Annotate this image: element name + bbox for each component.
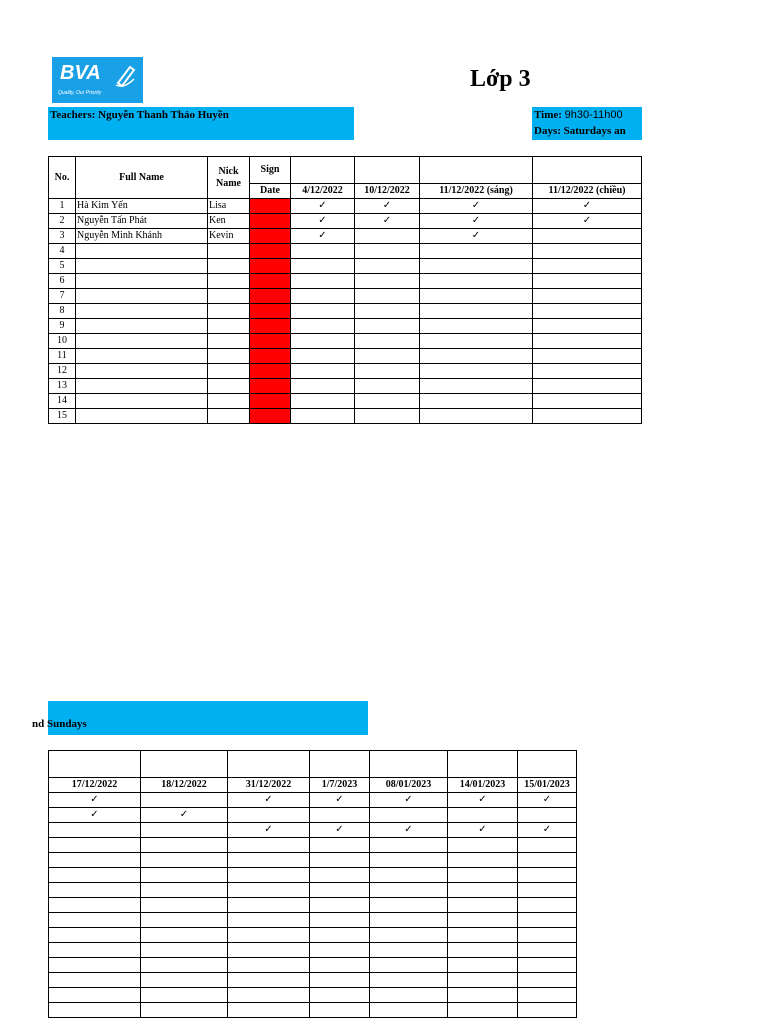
attendance-cell[interactable]: ✓ — [355, 214, 420, 229]
sign-cell[interactable] — [250, 334, 291, 349]
attendance-cell[interactable] — [141, 898, 228, 913]
student-name-cell[interactable] — [76, 379, 208, 394]
student-name-cell[interactable]: Nguyễn Tấn Phát — [76, 214, 208, 229]
header-blank — [49, 751, 141, 778]
row-number: 10 — [49, 334, 76, 349]
row-number: 8 — [49, 304, 76, 319]
header-blank — [518, 751, 577, 778]
attendance-cell[interactable] — [228, 868, 310, 883]
attendance-cell[interactable] — [291, 274, 355, 289]
header-full-name: Full Name — [76, 157, 208, 199]
attendance-cell[interactable]: ✓ — [310, 823, 370, 838]
row-number: 1 — [49, 199, 76, 214]
attendance-cell[interactable]: ✓ — [370, 823, 448, 838]
student-name-cell[interactable] — [76, 334, 208, 349]
attendance-cell[interactable] — [49, 973, 141, 988]
attendance-cell[interactable] — [420, 364, 533, 379]
sign-cell[interactable] — [250, 379, 291, 394]
attendance-table — [48, 156, 642, 424]
table-row — [49, 289, 642, 304]
attendance-cell[interactable]: ✓ — [448, 823, 518, 838]
attendance-cell[interactable] — [420, 409, 533, 424]
attendance-cell[interactable] — [291, 319, 355, 334]
table-row — [49, 853, 577, 868]
row-number: 9 — [49, 319, 76, 334]
student-name-cell[interactable] — [76, 304, 208, 319]
nick-name-cell[interactable] — [208, 319, 250, 334]
sign-cell[interactable] — [250, 289, 291, 304]
attendance-cell[interactable] — [228, 898, 310, 913]
table-row — [49, 274, 642, 289]
pencil-icon — [114, 63, 136, 87]
table-row — [49, 883, 577, 898]
attendance-cell[interactable] — [355, 409, 420, 424]
attendance-cell[interactable] — [448, 958, 518, 973]
table-row — [49, 958, 577, 973]
table-row — [49, 928, 577, 943]
student-name-cell[interactable] — [76, 349, 208, 364]
attendance-cell[interactable] — [370, 928, 448, 943]
attendance-cell[interactable] — [355, 319, 420, 334]
attendance-cell[interactable] — [370, 913, 448, 928]
attendance-cell[interactable] — [448, 808, 518, 823]
attendance-cell[interactable] — [518, 988, 577, 1003]
attendance-cell[interactable]: ✓ — [420, 214, 533, 229]
attendance-cell[interactable] — [310, 958, 370, 973]
row-number: 11 — [49, 349, 76, 364]
nick-name-cell[interactable] — [208, 334, 250, 349]
attendance-cell[interactable] — [355, 364, 420, 379]
header-blank — [291, 157, 355, 184]
attendance-cell[interactable] — [141, 1003, 228, 1018]
attendance-cell[interactable] — [310, 928, 370, 943]
table-row — [49, 913, 577, 928]
attendance-cell[interactable] — [228, 928, 310, 943]
row-number: 12 — [49, 364, 76, 379]
attendance-cell[interactable] — [310, 808, 370, 823]
table-row — [49, 808, 577, 823]
attendance-cell[interactable] — [448, 1003, 518, 1018]
attendance-cell[interactable]: ✓ — [420, 229, 533, 244]
header-no: No. — [49, 157, 76, 199]
row-number: 14 — [49, 394, 76, 409]
nick-name-cell[interactable] — [208, 364, 250, 379]
attendance-cell[interactable] — [370, 838, 448, 853]
attendance-cell[interactable] — [448, 988, 518, 1003]
nick-name-cell[interactable] — [208, 394, 250, 409]
attendance-cell[interactable] — [228, 913, 310, 928]
attendance-cell[interactable] — [420, 244, 533, 259]
attendance-cell[interactable] — [141, 868, 228, 883]
nick-name-cell[interactable] — [208, 289, 250, 304]
attendance-cell[interactable] — [370, 1003, 448, 1018]
attendance-cell[interactable]: ✓ — [355, 199, 420, 214]
student-name-cell[interactable]: Hà Kim Yến — [76, 199, 208, 214]
table-row — [49, 988, 577, 1003]
attendance-cell[interactable] — [370, 973, 448, 988]
attendance-cell[interactable] — [310, 883, 370, 898]
attendance-cell[interactable] — [448, 853, 518, 868]
attendance-cell[interactable] — [533, 289, 642, 304]
sign-cell[interactable] — [250, 319, 291, 334]
attendance-cell[interactable] — [310, 838, 370, 853]
header-blank — [141, 751, 228, 778]
sign-cell[interactable] — [250, 409, 291, 424]
attendance-cell[interactable] — [291, 409, 355, 424]
attendance-cell[interactable] — [228, 853, 310, 868]
student-name-cell[interactable] — [76, 289, 208, 304]
student-name-cell[interactable] — [76, 274, 208, 289]
attendance-cell[interactable] — [448, 883, 518, 898]
attendance-cell[interactable] — [533, 319, 642, 334]
attendance-cell[interactable] — [518, 1003, 577, 1018]
student-name-cell[interactable] — [76, 394, 208, 409]
attendance-cell[interactable]: ✓ — [228, 793, 310, 808]
row-number: 15 — [49, 409, 76, 424]
nick-name-cell[interactable] — [208, 274, 250, 289]
table-row — [49, 868, 577, 883]
attendance-cell[interactable] — [448, 943, 518, 958]
attendance-cell[interactable] — [310, 853, 370, 868]
attendance-cell[interactable] — [141, 943, 228, 958]
attendance-cell[interactable] — [370, 883, 448, 898]
row-number: 5 — [49, 259, 76, 274]
attendance-cell[interactable] — [533, 349, 642, 364]
schedule-banner-continued — [32, 701, 368, 735]
attendance-cell[interactable] — [420, 274, 533, 289]
row-number: 13 — [49, 379, 76, 394]
attendance-cell[interactable] — [533, 409, 642, 424]
nick-name-cell[interactable] — [208, 244, 250, 259]
sign-cell[interactable] — [250, 214, 291, 229]
attendance-cell[interactable] — [310, 943, 370, 958]
schedule-banner — [532, 107, 642, 140]
table-row — [49, 304, 642, 319]
attendance-cell[interactable] — [291, 304, 355, 319]
attendance-cell[interactable] — [448, 973, 518, 988]
sign-cell[interactable] — [250, 364, 291, 379]
header-sign: Sign — [250, 157, 291, 184]
header-blank — [448, 751, 518, 778]
attendance-cell[interactable] — [228, 808, 310, 823]
student-name-cell[interactable]: Nguyễn Minh Khánh — [76, 229, 208, 244]
attendance-cell[interactable]: ✓ — [49, 793, 141, 808]
table-row — [49, 364, 642, 379]
attendance-cell[interactable] — [141, 928, 228, 943]
nick-name-cell[interactable] — [208, 349, 250, 364]
attendance-cell[interactable]: ✓ — [310, 793, 370, 808]
attendance-cell[interactable] — [370, 868, 448, 883]
attendance-cell[interactable] — [49, 838, 141, 853]
attendance-cell[interactable] — [518, 883, 577, 898]
sign-cell[interactable] — [250, 199, 291, 214]
attendance-cell[interactable] — [141, 853, 228, 868]
nick-name-cell[interactable] — [208, 304, 250, 319]
attendance-cell[interactable] — [291, 334, 355, 349]
attendance-cell[interactable] — [291, 364, 355, 379]
row-number: 7 — [49, 289, 76, 304]
table-row — [49, 973, 577, 988]
sign-cell[interactable] — [250, 244, 291, 259]
attendance-cell[interactable] — [533, 259, 642, 274]
date-column-header: 4/12/2022 — [291, 184, 355, 199]
table-row — [49, 409, 642, 424]
attendance-cell[interactable] — [141, 883, 228, 898]
attendance-cell[interactable] — [141, 958, 228, 973]
table-row — [49, 259, 642, 274]
attendance-cell[interactable] — [49, 853, 141, 868]
header-blank — [228, 751, 310, 778]
table-row — [49, 1003, 577, 1018]
attendance-cell[interactable] — [420, 334, 533, 349]
date-column-header: 31/12/2022 — [228, 778, 310, 793]
logo-text: BVA — [60, 62, 101, 84]
row-number: 2 — [49, 214, 76, 229]
attendance-cell[interactable] — [291, 244, 355, 259]
nick-name-cell[interactable] — [208, 379, 250, 394]
attendance-cell[interactable] — [533, 274, 642, 289]
sign-cell[interactable] — [250, 259, 291, 274]
student-name-cell[interactable] — [76, 364, 208, 379]
table-row — [49, 349, 642, 364]
attendance-cell[interactable] — [310, 868, 370, 883]
attendance-cell[interactable]: ✓ — [49, 808, 141, 823]
logo-tagline: Quality, Our Priority — [58, 90, 102, 96]
attendance-cell[interactable] — [355, 334, 420, 349]
attendance-cell[interactable]: ✓ — [533, 199, 642, 214]
attendance-cell[interactable] — [370, 943, 448, 958]
attendance-cell[interactable] — [228, 838, 310, 853]
header-date: Date — [250, 184, 291, 199]
attendance-cell[interactable] — [141, 988, 228, 1003]
header-blank — [370, 751, 448, 778]
attendance-cell[interactable]: ✓ — [228, 823, 310, 838]
attendance-cell[interactable] — [420, 304, 533, 319]
days-label-continued: nd Sundays — [32, 718, 87, 730]
attendance-cell[interactable] — [141, 838, 228, 853]
nick-name-cell[interactable]: Lisa — [208, 199, 250, 214]
attendance-cell[interactable] — [355, 394, 420, 409]
attendance-cell[interactable]: ✓ — [533, 214, 642, 229]
attendance-cell[interactable] — [518, 928, 577, 943]
header-blank — [420, 157, 533, 184]
attendance-cell[interactable] — [533, 394, 642, 409]
attendance-cell[interactable] — [518, 973, 577, 988]
date-column-header: 14/01/2023 — [448, 778, 518, 793]
attendance-cell[interactable] — [310, 973, 370, 988]
attendance-cell[interactable]: ✓ — [141, 808, 228, 823]
attendance-cell[interactable] — [518, 838, 577, 853]
table-row — [49, 823, 577, 838]
attendance-cell[interactable] — [420, 379, 533, 394]
attendance-cell[interactable]: ✓ — [518, 793, 577, 808]
attendance-cell[interactable] — [49, 913, 141, 928]
attendance-cell[interactable] — [310, 898, 370, 913]
attendance-cell[interactable] — [533, 304, 642, 319]
attendance-cell[interactable] — [141, 973, 228, 988]
student-name-cell[interactable] — [76, 244, 208, 259]
attendance-cell[interactable] — [448, 913, 518, 928]
attendance-cell[interactable] — [533, 364, 642, 379]
attendance-cell[interactable] — [370, 898, 448, 913]
attendance-cell[interactable] — [420, 289, 533, 304]
days-label: Days: Saturdays an — [534, 125, 626, 137]
table-row — [49, 229, 642, 244]
nick-name-cell[interactable]: Ken — [208, 214, 250, 229]
attendance-cell[interactable] — [355, 304, 420, 319]
attendance-cell[interactable] — [533, 334, 642, 349]
table-row — [49, 244, 642, 259]
attendance-cell[interactable] — [49, 988, 141, 1003]
attendance-cell[interactable] — [518, 898, 577, 913]
table-row — [49, 394, 642, 409]
attendance-cell[interactable] — [291, 379, 355, 394]
attendance-cell[interactable] — [141, 823, 228, 838]
attendance-cell[interactable] — [228, 973, 310, 988]
sign-cell[interactable] — [250, 229, 291, 244]
time-value: 9h30-11h00 — [564, 109, 623, 121]
table-row — [49, 214, 642, 229]
attendance-cell[interactable] — [49, 868, 141, 883]
attendance-cell[interactable] — [533, 244, 642, 259]
nick-name-cell[interactable] — [208, 259, 250, 274]
attendance-cell[interactable] — [49, 943, 141, 958]
attendance-cell[interactable]: ✓ — [291, 214, 355, 229]
attendance-cell[interactable] — [355, 259, 420, 274]
attendance-cell[interactable] — [355, 379, 420, 394]
attendance-cell[interactable] — [370, 808, 448, 823]
date-column-header: 17/12/2022 — [49, 778, 141, 793]
header-blank — [533, 157, 642, 184]
attendance-cell[interactable] — [49, 1003, 141, 1018]
date-column-header: 1/7/2023 — [310, 778, 370, 793]
attendance-cell[interactable] — [420, 259, 533, 274]
date-column-header: 15/01/2023 — [518, 778, 577, 793]
date-column-header: 08/01/2023 — [370, 778, 448, 793]
table-row — [49, 379, 642, 394]
attendance-cell[interactable] — [448, 928, 518, 943]
attendance-cell[interactable] — [518, 943, 577, 958]
nick-name-cell[interactable] — [208, 409, 250, 424]
sign-cell[interactable] — [250, 304, 291, 319]
attendance-cell[interactable] — [291, 259, 355, 274]
attendance-cell[interactable] — [355, 349, 420, 364]
student-name-cell[interactable] — [76, 409, 208, 424]
attendance-cell[interactable] — [533, 229, 642, 244]
attendance-cell[interactable] — [49, 958, 141, 973]
attendance-cell[interactable] — [533, 379, 642, 394]
time-line — [534, 109, 623, 121]
attendance-cell[interactable] — [420, 319, 533, 334]
attendance-cell[interactable] — [141, 913, 228, 928]
attendance-cell[interactable] — [370, 853, 448, 868]
header-blank — [355, 157, 420, 184]
time-label: Time: — [534, 109, 562, 121]
attendance-cell[interactable]: ✓ — [420, 199, 533, 214]
date-column-header: 10/12/2022 — [355, 184, 420, 199]
attendance-cell[interactable] — [355, 289, 420, 304]
table-row — [49, 199, 642, 214]
attendance-cell[interactable] — [141, 793, 228, 808]
teachers-label: Teachers: Nguyễn Thanh Thảo Huyền — [50, 109, 229, 121]
attendance-cell[interactable] — [355, 229, 420, 244]
row-number: 3 — [49, 229, 76, 244]
date-column-header: 11/12/2022 (sáng) — [420, 184, 533, 199]
nick-name-cell[interactable]: Kevin — [208, 229, 250, 244]
attendance-cell[interactable] — [49, 883, 141, 898]
attendance-cell[interactable] — [49, 928, 141, 943]
attendance-cell[interactable]: ✓ — [518, 823, 577, 838]
attendance-cell[interactable] — [310, 988, 370, 1003]
attendance-cell[interactable] — [518, 808, 577, 823]
header-nick-name: Nick Name — [208, 157, 250, 199]
attendance-cell[interactable] — [448, 868, 518, 883]
attendance-cell[interactable] — [228, 883, 310, 898]
attendance-cell[interactable] — [49, 823, 141, 838]
attendance-cell[interactable] — [370, 988, 448, 1003]
table-row — [49, 838, 577, 853]
attendance-table-continued — [48, 750, 577, 1018]
attendance-cell[interactable] — [291, 289, 355, 304]
date-column-header: 18/12/2022 — [141, 778, 228, 793]
table-row — [49, 793, 577, 808]
attendance-cell[interactable]: ✓ — [291, 229, 355, 244]
sign-cell[interactable] — [250, 349, 291, 364]
header-blank — [310, 751, 370, 778]
table-row — [49, 334, 642, 349]
attendance-cell[interactable] — [448, 898, 518, 913]
attendance-cell[interactable] — [228, 958, 310, 973]
attendance-cell[interactable] — [310, 1003, 370, 1018]
attendance-cell[interactable] — [518, 958, 577, 973]
teacher-banner — [48, 107, 354, 140]
table-row — [49, 943, 577, 958]
attendance-cell[interactable]: ✓ — [448, 793, 518, 808]
row-number: 4 — [49, 244, 76, 259]
class-title: Lớp 3 — [470, 66, 531, 92]
attendance-cell[interactable] — [518, 853, 577, 868]
attendance-cell[interactable] — [228, 988, 310, 1003]
bva-logo — [52, 57, 143, 103]
attendance-cell[interactable] — [420, 394, 533, 409]
attendance-cell[interactable] — [518, 913, 577, 928]
attendance-cell[interactable]: ✓ — [291, 199, 355, 214]
attendance-cell[interactable] — [420, 349, 533, 364]
attendance-cell[interactable] — [518, 868, 577, 883]
student-name-cell[interactable] — [76, 259, 208, 274]
attendance-cell[interactable] — [291, 394, 355, 409]
table-row — [49, 319, 642, 334]
attendance-cell[interactable] — [49, 898, 141, 913]
attendance-cell[interactable] — [355, 274, 420, 289]
attendance-cell[interactable]: ✓ — [370, 793, 448, 808]
attendance-cell[interactable] — [228, 1003, 310, 1018]
row-number: 6 — [49, 274, 76, 289]
attendance-cell[interactable] — [370, 958, 448, 973]
sign-cell[interactable] — [250, 394, 291, 409]
attendance-cell[interactable] — [291, 349, 355, 364]
attendance-cell[interactable] — [448, 838, 518, 853]
attendance-cell[interactable] — [228, 943, 310, 958]
date-column-header: 11/12/2022 (chiều) — [533, 184, 642, 199]
attendance-cell[interactable] — [355, 244, 420, 259]
sign-cell[interactable] — [250, 274, 291, 289]
attendance-cell[interactable] — [310, 913, 370, 928]
table-row — [49, 898, 577, 913]
student-name-cell[interactable] — [76, 319, 208, 334]
